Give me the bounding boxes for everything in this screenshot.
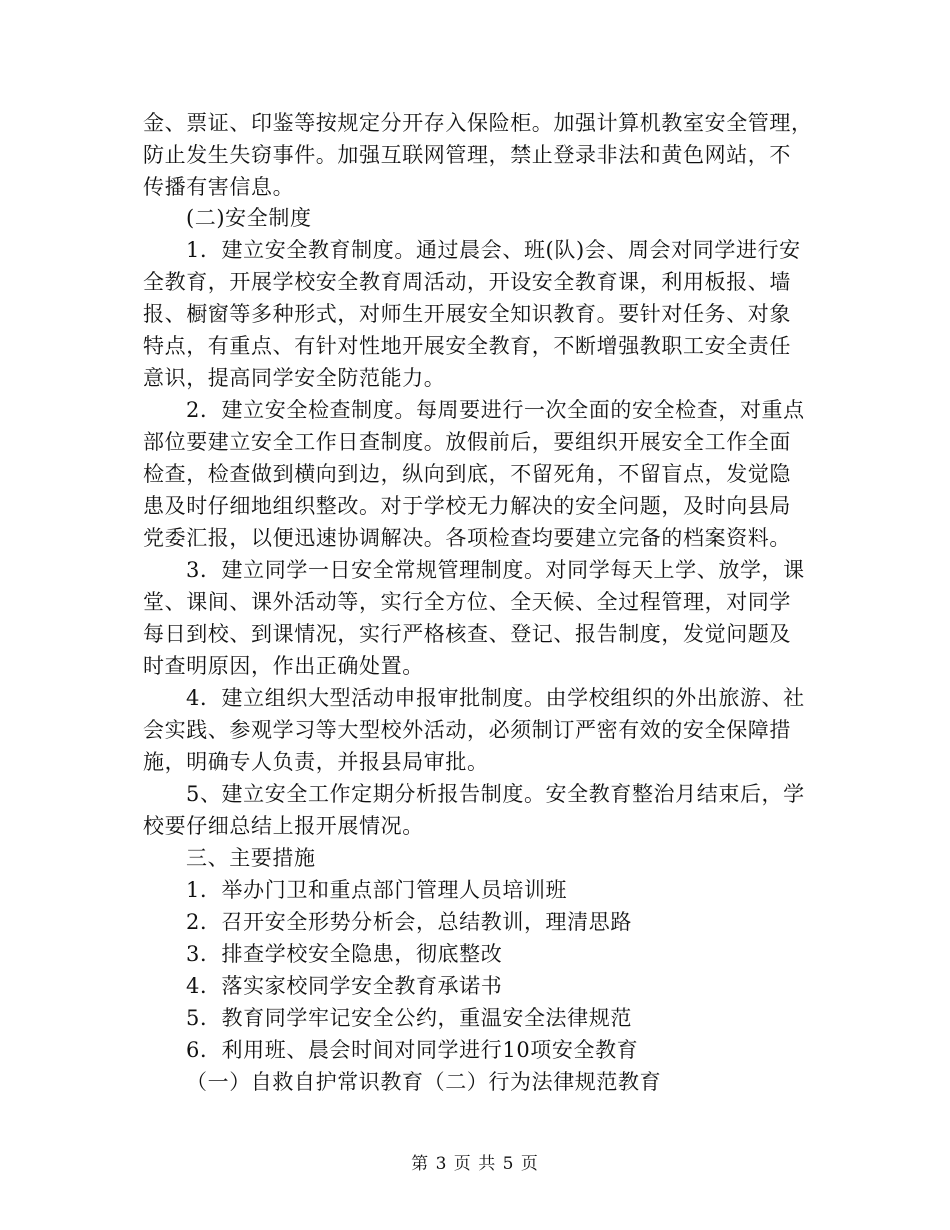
paragraph-line: 金、票证、印鉴等按规定分开存入保险柜。加强计算机教室安全管理，: [143, 111, 813, 135]
list-item: 1．举办门卫和重点部门管理人员培训班: [186, 878, 568, 902]
paragraph-line: 5、建立安全工作定期分析报告制度。安全教育整治月结束后，学: [186, 782, 805, 806]
paragraph-line: 意识，提高同学安全防范能力。: [143, 366, 446, 390]
section-heading: (二)安全制度: [186, 206, 312, 230]
paragraph-line: 4．建立组织大型活动申报审批制度。由学校组织的外出旅游、社: [186, 686, 805, 710]
paragraph-line: 特点，有重点、有针对性地开展安全教育，不断增强教职工安全责任: [143, 334, 791, 358]
paragraph-line: 会实践、参观学习等大型校外活动，必须制订严密有效的安全保障措: [143, 718, 791, 742]
list-item: 2．召开安全形势分析会，总结教训，理清思路: [186, 910, 632, 934]
paragraph-line: 2．建立安全检查制度。每周要进行一次全面的安全检查，对重点: [186, 398, 805, 422]
paragraph-line: 党委汇报，以便迅速协调解决。各项检查均要建立完备的档案资料。: [143, 526, 791, 550]
section-heading: 三、主要措施: [186, 846, 316, 870]
paragraph-line: 防止发生失窃事件。加强互联网管理，禁止登录非法和黄色网站，不: [143, 143, 791, 167]
paragraph-line: 1．建立安全教育制度。通过晨会、班(队)会、周会对同学进行安: [186, 238, 801, 262]
paragraph-line: 全教育，开展学校安全教育周活动，开设安全教育课，利用板报、墙: [143, 270, 791, 294]
paragraph-line: 堂、课间、课外活动等，实行全方位、全天候、全过程管理，对同学: [143, 590, 791, 614]
paragraph-line: 3．建立同学一日安全常规管理制度。对同学每天上学、放学，课: [186, 558, 805, 582]
list-item: 3．排查学校安全隐患，彻底整改: [186, 942, 503, 966]
list-item: 5．教育同学牢记安全公约，重温安全法律规范: [186, 1006, 632, 1030]
paragraph-line: 患及时仔细地组织整改。对于学校无力解决的安全问题，及时向县局: [143, 494, 791, 518]
paragraph-line: 施，明确专人负责，并报县局审批。: [143, 750, 489, 774]
paragraph-line: 每日到校、到课情况，实行严格核查、登记、报告制度，发觉问题及: [143, 622, 791, 646]
list-item: （一）自救自护常识教育（二）行为法律规范教育: [186, 1070, 662, 1094]
page-number-footer: 第 3 页 共 5 页: [411, 1154, 539, 1174]
paragraph-line: 报、橱窗等多种形式，对师生开展安全知识教育。要针对任务、对象: [143, 302, 791, 326]
list-item: 6．利用班、晨会时间对同学进行10项安全教育: [186, 1038, 639, 1062]
paragraph-line: 校要仔细总结上报开展情况。: [143, 814, 424, 838]
list-item: 4．落实家校同学安全教育承诺书: [186, 974, 503, 998]
paragraph-line: 传播有害信息。: [143, 175, 295, 199]
paragraph-line: 时查明原因，作出正确处置。: [143, 654, 424, 678]
paragraph-line: 部位要建立安全工作日查制度。放假前后，要组织开展安全工作全面: [143, 430, 791, 454]
paragraph-line: 检查，检查做到横向到边，纵向到底，不留死角，不留盲点，发觉隐: [143, 462, 791, 486]
